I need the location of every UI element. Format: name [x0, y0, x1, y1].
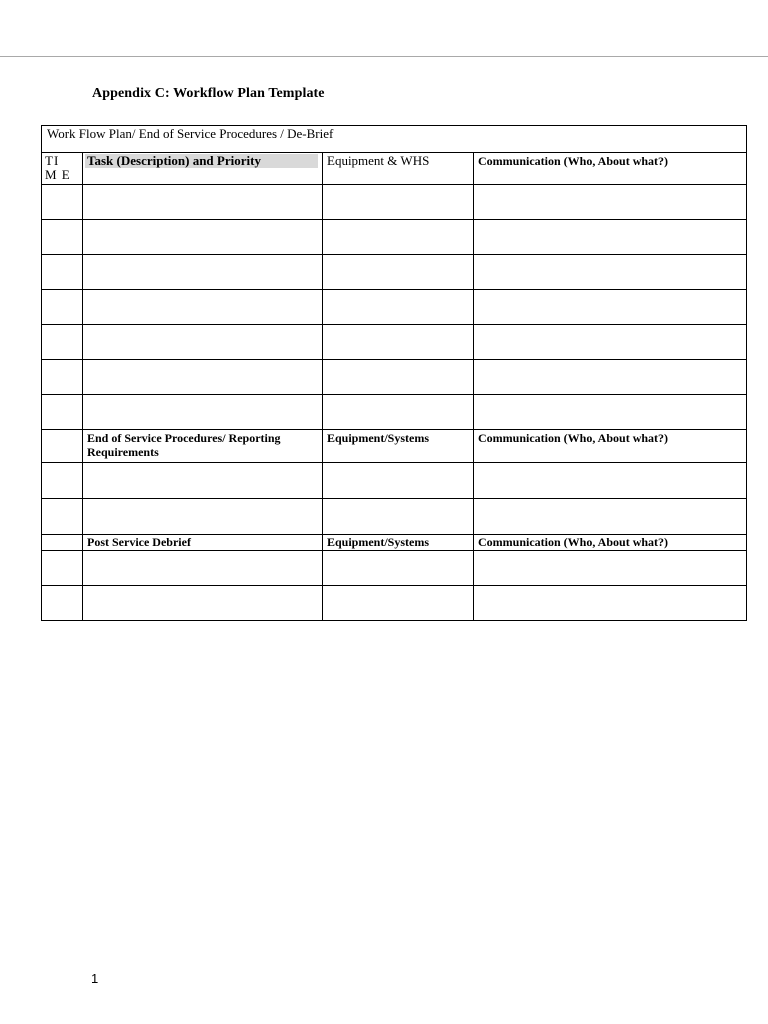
- communication-cell[interactable]: [474, 551, 747, 586]
- task-cell[interactable]: [83, 586, 323, 621]
- time-cell[interactable]: [42, 255, 83, 290]
- task-cell[interactable]: [83, 395, 323, 430]
- equipment-cell[interactable]: [323, 325, 474, 360]
- time-cell[interactable]: [42, 395, 83, 430]
- debrief-equipment-header: Equipment/Systems: [323, 535, 474, 551]
- equipment-cell[interactable]: [323, 395, 474, 430]
- equipment-cell[interactable]: [323, 551, 474, 586]
- equipment-cell[interactable]: [323, 290, 474, 325]
- table-row: [42, 586, 747, 621]
- equipment-cell[interactable]: [323, 463, 474, 499]
- time-cell[interactable]: [42, 463, 83, 499]
- communication-cell[interactable]: [474, 255, 747, 290]
- time-cell[interactable]: [42, 325, 83, 360]
- end-of-service-equipment-header: Equipment/Systems: [323, 430, 474, 463]
- task-cell[interactable]: [83, 499, 323, 535]
- task-cell[interactable]: [83, 290, 323, 325]
- task-cell[interactable]: [83, 220, 323, 255]
- communication-cell[interactable]: [474, 185, 747, 220]
- table-row: [42, 551, 747, 586]
- header-time: [42, 153, 83, 185]
- header-equipment: Equipment & WHS: [323, 153, 474, 185]
- header-communication: Communication (Who, About what?): [474, 153, 747, 185]
- communication-cell[interactable]: [474, 395, 747, 430]
- communication-cell[interactable]: [474, 499, 747, 535]
- time-cell[interactable]: [42, 551, 83, 586]
- time-cell[interactable]: [42, 290, 83, 325]
- table-header-row: [42, 153, 747, 185]
- time-cell: [42, 535, 83, 551]
- table-title: Work Flow Plan/ End of Service Procedures / De-Brief: [42, 126, 747, 153]
- time-cell[interactable]: [42, 586, 83, 621]
- table-row: [42, 290, 747, 325]
- table-row: [42, 220, 747, 255]
- communication-cell[interactable]: [474, 360, 747, 395]
- header-task-label: Task (Description) and Priority: [85, 154, 318, 168]
- communication-cell[interactable]: [474, 586, 747, 621]
- table-row: [42, 255, 747, 290]
- table-row: [42, 185, 747, 220]
- header-time-label: TIM E: [45, 153, 71, 182]
- time-cell[interactable]: [42, 220, 83, 255]
- end-of-service-communication-header: Communication (Who, About what?): [474, 430, 747, 463]
- table-row: [42, 360, 747, 395]
- task-cell[interactable]: [83, 551, 323, 586]
- equipment-cell[interactable]: [323, 220, 474, 255]
- table-row: [42, 325, 747, 360]
- time-cell: [42, 430, 83, 463]
- equipment-cell[interactable]: [323, 360, 474, 395]
- table-title-row: [42, 126, 747, 153]
- workflow-plan-table: [41, 125, 747, 621]
- equipment-cell[interactable]: [323, 499, 474, 535]
- equipment-cell[interactable]: [323, 255, 474, 290]
- end-of-service-task-header: End of Service Procedures/ Reporting Requirements: [83, 430, 323, 463]
- time-cell[interactable]: [42, 360, 83, 395]
- task-cell[interactable]: [83, 255, 323, 290]
- communication-cell[interactable]: [474, 220, 747, 255]
- debrief-communication-header: Communication (Who, About what?): [474, 535, 747, 551]
- debrief-task-header: Post Service Debrief: [83, 535, 323, 551]
- end-of-service-section-row: [42, 430, 747, 463]
- equipment-cell[interactable]: [323, 185, 474, 220]
- table-row: [42, 395, 747, 430]
- communication-cell[interactable]: [474, 290, 747, 325]
- equipment-cell[interactable]: [323, 586, 474, 621]
- table-row: [42, 463, 747, 499]
- task-cell[interactable]: [83, 185, 323, 220]
- time-cell[interactable]: [42, 499, 83, 535]
- debrief-section-row: [42, 535, 747, 551]
- communication-cell[interactable]: [474, 325, 747, 360]
- task-cell[interactable]: [83, 360, 323, 395]
- communication-cell[interactable]: [474, 463, 747, 499]
- document-heading: Appendix C: Workflow Plan Template: [92, 86, 325, 101]
- task-cell[interactable]: [83, 463, 323, 499]
- table-row: [42, 499, 747, 535]
- task-cell[interactable]: [83, 325, 323, 360]
- time-cell[interactable]: [42, 185, 83, 220]
- page-number: 1: [91, 971, 99, 986]
- header-task: [83, 153, 323, 185]
- top-divider: [0, 56, 768, 57]
